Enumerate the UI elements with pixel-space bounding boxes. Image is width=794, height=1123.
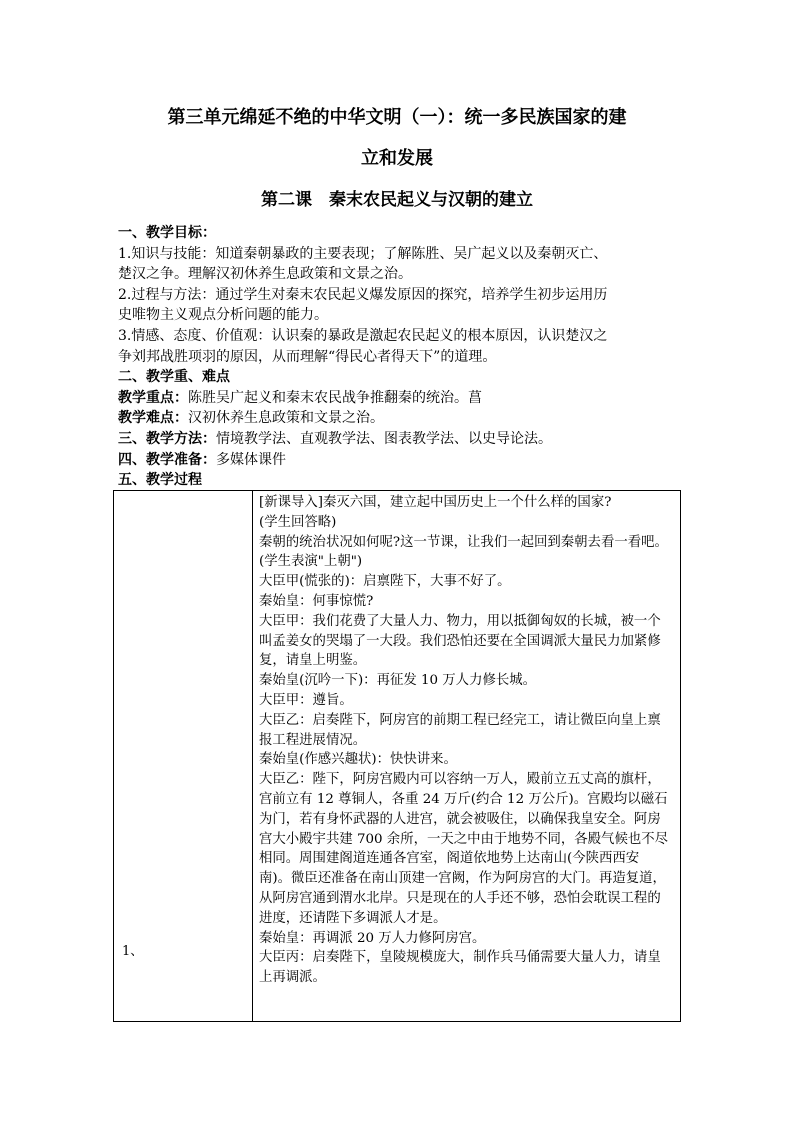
dialogue-line: 秦始皇：何事惊慌? [259,593,374,609]
table-step-column [114,491,253,1021]
dialogue-line: 大臣丙：启奏陛下，皇陵规模庞大，制作兵马俑需要大量人力，请皇 [259,950,661,966]
dialogue-line: 进度，还请陛下多调派人才是。 [259,910,447,926]
difficulty-label: 教学难点： [118,410,188,427]
dialogue-line: 大臣甲：我们花费了大量人力、物力，用以抵御匈奴的长城，被一个 [259,613,661,629]
objectives-line: 3.情感、态度、价值观：认识秦的暴政是激起农民起义的根本原因，认识楚汉之 [118,327,608,344]
lesson-subtitle: 第二课 秦末农民起义与汉朝的建立 [261,190,533,210]
dialogue-line: 大臣甲：遵旨。 [259,692,353,708]
table-content-column [259,493,679,988]
objectives-line: 1.知识与技能：知道秦朝暴政的主要表现；了解陈胜、吴广起义以及秦朝灭亡、 [118,245,608,262]
method-label: 三、教学方法： [118,430,216,447]
key-point-row [118,388,686,409]
objectives-line: 史唯物主义观点分析问题的能力。 [118,307,328,324]
dialogue-line: 秦始皇(作感兴趣状)：快快讲来。 [259,752,457,768]
teaching-process-table [113,490,681,1022]
process-heading: 五、教学过程 [118,472,202,489]
document-title-line-2: 立和发展 [361,148,433,169]
dialogue-line: 南)。微臣还准备在南山顶建一宫阙，作为阿房宫的大门。再造复道， [259,871,666,887]
objectives-line: 2.过程与方法：通过学生对秦末农民起义爆发原因的探究，培养学生初步运用历 [118,286,608,303]
preparation-label: 四、教学准备： [118,451,216,468]
difficulty-text: 汉初休养生息政策和文景之治。 [188,410,384,427]
keypoints-heading: 二、教学重、难点 [118,369,230,386]
dialogue-line: 相同。周围建阁道连通各宫室，阁道依地势上达南山(今陕西西安 [259,851,640,867]
objectives-heading: 一、教学目标： [118,225,216,241]
step-number: 1、 [122,944,144,959]
dialogue-line: 秦始皇(沉吟一下)：再征发 10 万人力修长城。 [259,673,537,689]
dialogue-line: 为门，若有身怀武器的人进宫，就会被吸住，以确保我皇安全。阿房 [259,811,661,827]
dialogue-line: 叫孟姜女的哭塌了一大段。我们恐怕还要在全国调派大量民力加紧修 [259,633,661,649]
difficulty-row [118,408,686,429]
dialogue-line: [新课导入]秦灭六国，建立起中国历史上一个什么样的国家? [259,495,612,510]
key-point-label: 教学重点： [118,389,188,406]
dialogue-line: 大臣甲(慌张的)：启禀陛下，大事不好了。 [259,574,511,590]
dialogue-line: 上再调派。 [259,970,326,986]
dialogue-line: 秦朝的统治状况如何呢?这一节课，让我们一起回到秦朝去看一看吧。 [259,534,668,550]
key-point-text: 陈胜吴广起义和秦末农民战争推翻秦的统治。菖 [188,389,482,406]
method-row [118,429,686,450]
dialogue-line: (学生回答略) [259,514,337,530]
dialogue-line: 秦始皇：再调派 20 万人力修阿房宫。 [259,930,486,946]
dialogue-line: 从阿房宫通到渭水北岸。只是现在的人手还不够，恐怕会耽误工程的 [259,890,661,906]
dialogue-line: (学生表演"上朝") [259,554,363,570]
objectives-line: 楚汉之争。理解汉初休养生息政策和文景之治。 [118,266,412,283]
dialogue-line: 报工程进展情况。 [259,732,367,748]
dialogue-line: 宫前立有 12 尊铜人，各重 24 万斤(约合 12 万公斤)。宫殿均以磁石 [259,791,668,807]
dialogue-line: 复，请皇上明鉴。 [259,653,367,669]
lesson-plan-body [118,223,686,491]
dialogue-line: 宫大小殿宇共建 700 余所，一天之中由于地势不同，各殿气候也不尽 [259,831,669,847]
dialogue-line: 大臣乙：启奏陛下，阿房宫的前期工程已经完工，请让微臣向皇上禀 [259,712,661,728]
preparation-text: 多媒体课件 [216,451,286,468]
objectives-line: 争刘邦战胜项羽的原因，从而理解“得民心者得天下”的道理。 [118,348,497,365]
dialogue-line: 大臣乙：陛下，阿房宫殿内可以容纳一万人，殿前立五丈高的旗杆， [259,772,661,788]
method-text: 情境教学法、直观教学法、图表教学法、以史导论法。 [216,430,552,447]
document-title-line-1: 第三单元绵延不绝的中华文明（一）：统一多民族国家的建 [167,107,627,128]
preparation-row [118,450,686,471]
